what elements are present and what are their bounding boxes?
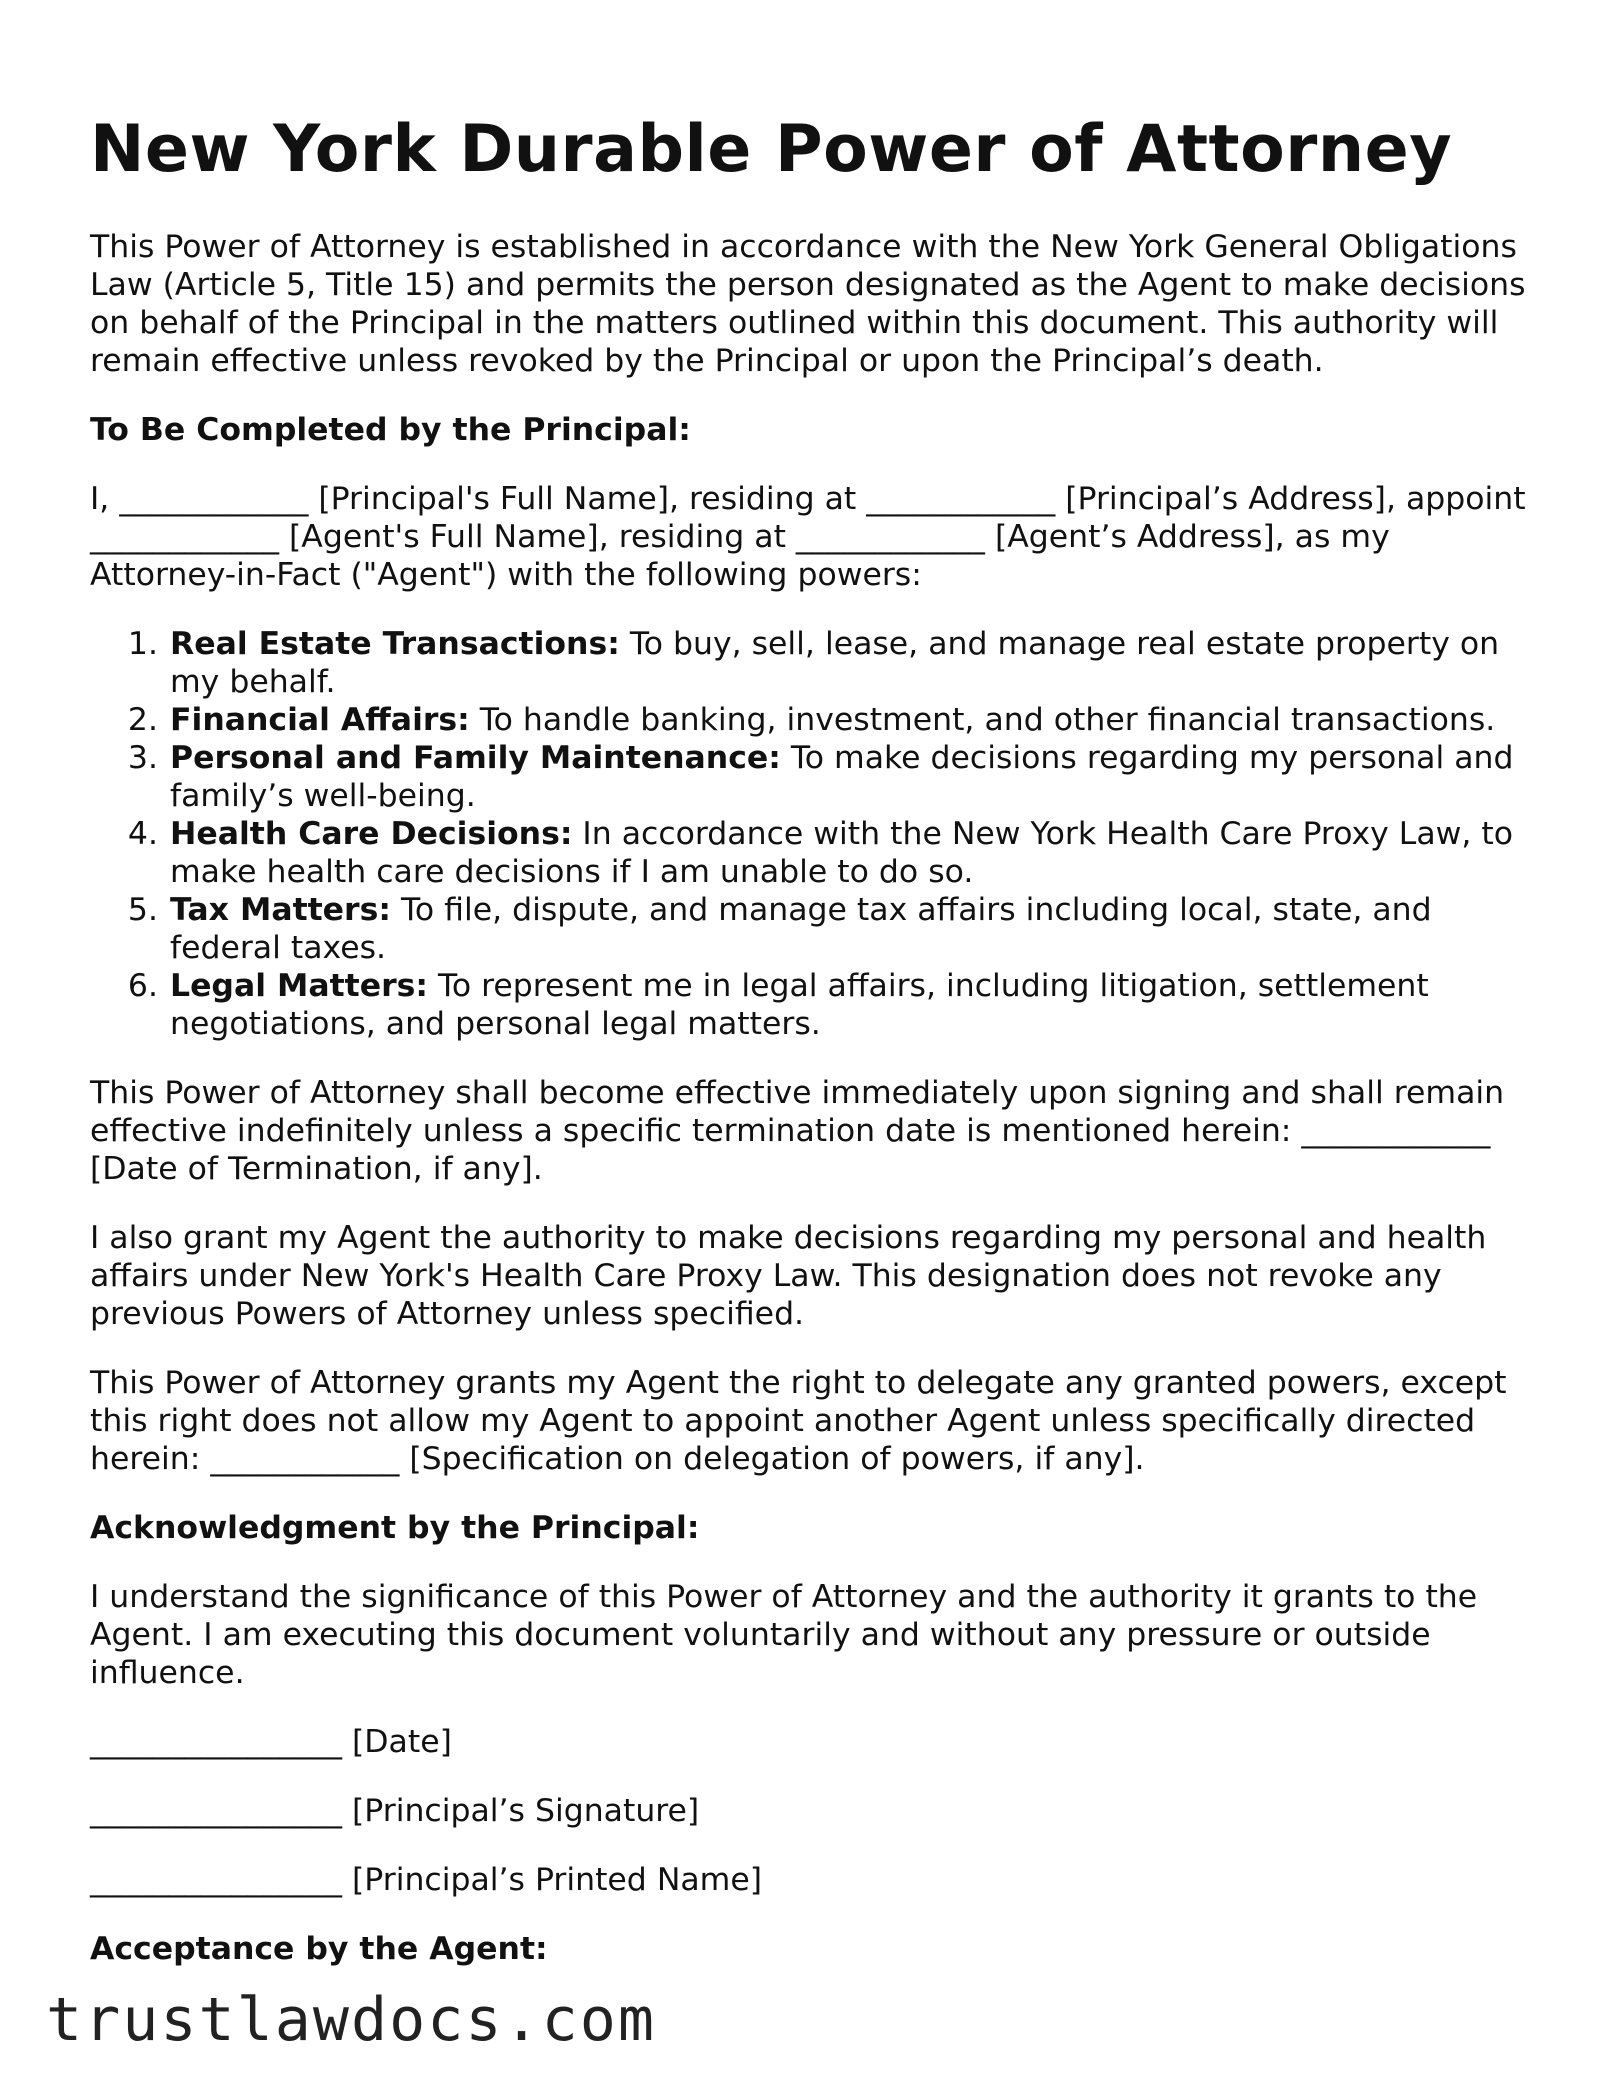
- power-text: To file, dispute, and manage tax affairs including local, state, and federal taxes.: [170, 892, 1432, 966]
- list-item: [168, 701, 1540, 739]
- list-item: [168, 625, 1540, 701]
- list-item: [168, 891, 1540, 967]
- intro-paragraph: This Power of Attorney is established in accordance with the New York General Obligations Law (Article 5, Title 15) and permits the person designated as the Agent to make decisions on behalf of the Principal in the matters outlined within this document. This authority will remain effective unless revoked by the Principal or upon the Principal’s death.: [90, 229, 1526, 379]
- date-signature-line: ________________ [Date]: [90, 1724, 452, 1760]
- document-page: [90, 110, 1540, 1999]
- power-title: Personal and Family Maintenance:: [170, 740, 781, 776]
- document-title: New York Durable Power of Attorney: [90, 112, 1453, 187]
- principal-printed-name-line: ________________ [Principal’s Printed Name]: [90, 1862, 763, 1898]
- principal-signature-line: ________________ [Principal’s Signature]: [90, 1793, 700, 1829]
- power-title: Health Care Decisions:: [170, 816, 573, 852]
- powers-list: [90, 625, 1540, 1043]
- power-text: To buy, sell, lease, and manage real estate property on my behalf.: [170, 626, 1500, 700]
- effective-paragraph: This Power of Attorney shall become effective immediately upon signing and shall remain effective indefinitely unless a specific termination date is mentioned herein: ____________ [Date of Termination, if any].: [90, 1075, 1505, 1187]
- power-title: Real Estate Transactions:: [170, 626, 620, 662]
- power-title: Financial Affairs:: [170, 702, 470, 738]
- acknowledgment-paragraph: I understand the significance of this Power of Attorney and the authority it grants to the Agent. I am executing this document voluntarily and without any pressure or outside influence.: [90, 1579, 1478, 1691]
- watermark: trustlawdocs.com: [46, 1985, 656, 2055]
- list-item: [168, 967, 1540, 1043]
- health-proxy-paragraph: I also grant my Agent the authority to make decisions regarding my personal and health affairs under New York's Health Care Proxy Law. This designation does not revoke any previous Powers of Attorney unless specified.: [90, 1220, 1487, 1332]
- delegation-paragraph: This Power of Attorney grants my Agent the right to delegate any granted powers, except this right does not allow my Agent to appoint another Agent unless specifically directed herein: ____________ [Specification on delegation of powers, if any].: [90, 1365, 1507, 1477]
- acknowledgment-heading: Acknowledgment by the Principal:: [90, 1510, 700, 1546]
- list-item: [168, 815, 1540, 891]
- power-text: To handle banking, investment, and other financial transactions.: [469, 702, 1496, 738]
- power-text: To represent me in legal affairs, including litigation, settlement negotiations, and personal legal matters.: [170, 968, 1429, 1042]
- agent-acceptance-heading: Acceptance by the Agent:: [90, 1931, 548, 1967]
- power-text: In accordance with the New York Health Care Proxy Law, to make health care decisions if I am unable to do so.: [170, 816, 1514, 890]
- principal-heading: To Be Completed by the Principal:: [90, 412, 691, 448]
- list-item: [168, 739, 1540, 815]
- power-title: Legal Matters:: [170, 968, 428, 1004]
- power-title: Tax Matters:: [170, 892, 391, 928]
- power-text: To make decisions regarding my personal and family’s well-being.: [170, 740, 1514, 814]
- appointment-paragraph: I, ____________ [Principal's Full Name], residing at ____________ [Principal’s Address], appoint ____________ [Agent's Full Name], residing at ____________ [Agent’s Address], as my Attorney-in-Fact ("Agent") with the following powers:: [90, 481, 1526, 593]
